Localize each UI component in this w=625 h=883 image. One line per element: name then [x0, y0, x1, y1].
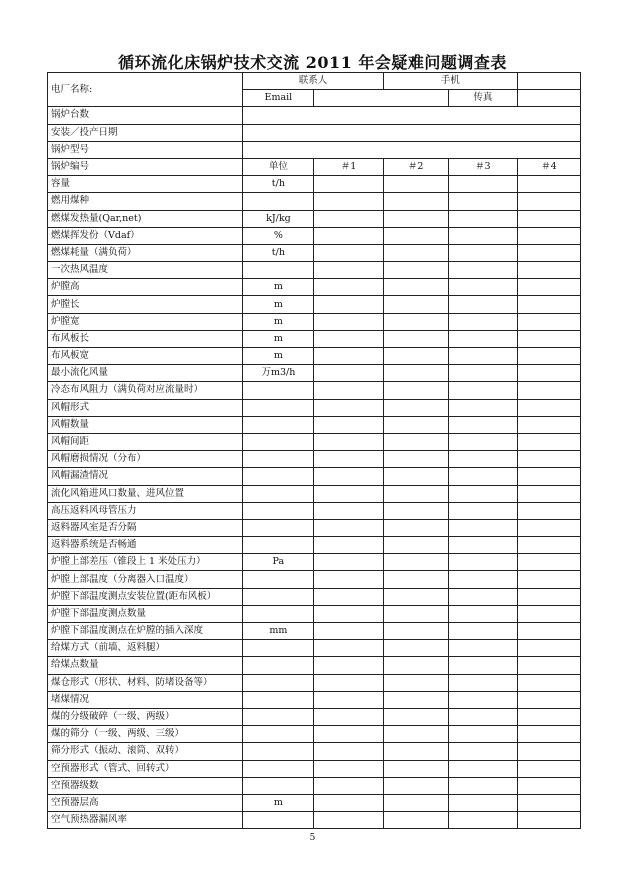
- row-unit: [243, 468, 314, 485]
- row-value-cell[interactable]: [314, 691, 383, 708]
- row-value-cell[interactable]: [314, 657, 383, 674]
- table-row: [48, 124, 581, 141]
- row-value-cell[interactable]: [314, 210, 383, 227]
- row-unit: m: [243, 279, 314, 296]
- header-row-1: [48, 73, 581, 90]
- row-label: 一次热风温度: [48, 262, 243, 279]
- table-row: [48, 107, 581, 124]
- row-value-cell[interactable]: [383, 812, 448, 829]
- row-label: 空预器层高: [48, 794, 243, 811]
- row-value-cell[interactable]: [383, 262, 448, 279]
- table-row: [48, 468, 581, 485]
- row-value-cell[interactable]: [448, 330, 517, 347]
- row-value-cell[interactable]: [314, 640, 383, 657]
- row-unit: [243, 193, 314, 210]
- row-value-cell[interactable]: [383, 244, 448, 261]
- row-value-cell[interactable]: [383, 313, 448, 330]
- row-label: 炉膛宽: [48, 313, 243, 330]
- row-unit: m: [243, 330, 314, 347]
- row-value-cell[interactable]: [517, 708, 580, 725]
- row-value-cell[interactable]: [383, 468, 448, 485]
- row-value-cell[interactable]: [448, 262, 517, 279]
- table-row: [48, 485, 581, 502]
- row-value-cell[interactable]: [383, 365, 448, 382]
- row-value-cell[interactable]: [517, 313, 580, 330]
- row-value-cell[interactable]: [383, 554, 448, 571]
- row-value-cell[interactable]: [517, 640, 580, 657]
- row-value-cell[interactable]: [448, 433, 517, 450]
- table-row: [48, 657, 581, 674]
- row-unit: m: [243, 313, 314, 330]
- row-value-cell[interactable]: [517, 330, 580, 347]
- row-value-cell[interactable]: [448, 743, 517, 760]
- row-value-cell[interactable]: [517, 691, 580, 708]
- row-unit: [243, 485, 314, 502]
- row-value-cell[interactable]: [517, 502, 580, 519]
- table-row: [48, 708, 581, 725]
- row-value-cell[interactable]: [517, 193, 580, 210]
- row-unit: m: [243, 348, 314, 365]
- row-value-cell[interactable]: [383, 399, 448, 416]
- table-row: [48, 794, 581, 811]
- table-row: [48, 674, 581, 691]
- row-label: 燃用煤种: [48, 193, 243, 210]
- row-value-cell[interactable]: [517, 674, 580, 691]
- row-label: 煤的筛分（一级、两级、三级）: [48, 726, 243, 743]
- row-value-cell[interactable]: [383, 640, 448, 657]
- row-label: 风帽数量: [48, 416, 243, 433]
- row-value-cell[interactable]: [448, 227, 517, 244]
- contact-label: 联系人: [243, 73, 383, 90]
- row-label: 空气预热器漏风率: [48, 812, 243, 829]
- table-row: [48, 760, 581, 777]
- table-row: [48, 726, 581, 743]
- table-row: [48, 502, 581, 519]
- table-row: [48, 330, 581, 347]
- row-label: 煤仓形式（形状、材料、防堵设备等）: [48, 674, 243, 691]
- row-value-cell[interactable]: [314, 623, 383, 640]
- row-value-cell[interactable]: [314, 365, 383, 382]
- row-label: 高压返料风母管压力: [48, 502, 243, 519]
- row-value-cell[interactable]: [314, 313, 383, 330]
- row-unit: m: [243, 794, 314, 811]
- row-label: 返料器系统是否畅通: [48, 537, 243, 554]
- row-value-cell[interactable]: [448, 468, 517, 485]
- row-label: 布风板宽: [48, 348, 243, 365]
- row-label: 燃煤挥发份（Vdaf）: [48, 227, 243, 244]
- row-value-cell[interactable]: [383, 777, 448, 794]
- row-value-cell[interactable]: [448, 210, 517, 227]
- row-unit: [243, 812, 314, 829]
- row-value-cell[interactable]: [517, 244, 580, 261]
- boiler-column-header: ＃1: [314, 158, 383, 175]
- row-unit: [243, 433, 314, 450]
- row-value-cell[interactable]: [448, 176, 517, 193]
- row-value-cell[interactable]: [383, 537, 448, 554]
- row-value-cell[interactable]: [517, 365, 580, 382]
- row-value-cell[interactable]: [383, 605, 448, 622]
- row-label: 风帽形式: [48, 399, 243, 416]
- row-value-cell[interactable]: [383, 176, 448, 193]
- row-value-cell[interactable]: [448, 313, 517, 330]
- row-value-cell[interactable]: [383, 227, 448, 244]
- row-value-cell[interactable]: [448, 708, 517, 725]
- row-label: 炉膛高: [48, 279, 243, 296]
- row-value-cell[interactable]: [383, 674, 448, 691]
- mobile-value-cell[interactable]: [517, 73, 580, 90]
- row-value-cell[interactable]: [383, 279, 448, 296]
- boiler-column-header: ＃2: [383, 158, 448, 175]
- row-unit: [243, 588, 314, 605]
- row-value-cell[interactable]: [314, 588, 383, 605]
- table-row: [48, 588, 581, 605]
- row-value-cell[interactable]: [383, 743, 448, 760]
- row-unit: m: [243, 296, 314, 313]
- row-value-cell[interactable]: [517, 348, 580, 365]
- row-value-cell[interactable]: [517, 468, 580, 485]
- row-label: 炉膛上部温度（分离器入口温度）: [48, 571, 243, 588]
- table-row: [48, 519, 581, 536]
- row-unit: [243, 519, 314, 536]
- row-value-cell[interactable]: [517, 571, 580, 588]
- unit-column-header: 单位: [243, 158, 314, 175]
- row-unit: 万m3/h: [243, 365, 314, 382]
- row-label: 风帽磨损情况（分布）: [48, 451, 243, 468]
- table-row: [48, 193, 581, 210]
- page-title: 循环流化床锅炉技术交流 2011 年会疑难问题调查表: [118, 53, 507, 72]
- table-row: [48, 554, 581, 571]
- row-label: 炉膛长: [48, 296, 243, 313]
- row-value-cell[interactable]: [383, 382, 448, 399]
- row-value-cell[interactable]: [314, 760, 383, 777]
- table-row: [48, 296, 581, 313]
- row-value-cell[interactable]: [383, 502, 448, 519]
- table-row: [48, 176, 581, 193]
- row-value-cell[interactable]: [314, 743, 383, 760]
- row-value-cell[interactable]: [314, 227, 383, 244]
- row-unit: [243, 605, 314, 622]
- table-row: [48, 537, 581, 554]
- row-value-cell[interactable]: [448, 691, 517, 708]
- row-value-cell[interactable]: [314, 296, 383, 313]
- row-value-cell[interactable]: [517, 657, 580, 674]
- table-row: [48, 313, 581, 330]
- row-value-cell[interactable]: [314, 519, 383, 536]
- boiler-column-header: ＃4: [517, 158, 580, 175]
- row-label: 锅炉台数: [48, 107, 243, 124]
- row-value-cell[interactable]: [383, 726, 448, 743]
- table-row: [48, 279, 581, 296]
- row-value-cell[interactable]: [517, 382, 580, 399]
- row-value-cell[interactable]: [314, 176, 383, 193]
- row-value-cell[interactable]: [448, 588, 517, 605]
- row-value-cell[interactable]: [383, 451, 448, 468]
- table-row: [48, 382, 581, 399]
- row-unit: t/h: [243, 176, 314, 193]
- row-value-cell[interactable]: [517, 777, 580, 794]
- row-value-cell[interactable]: [448, 794, 517, 811]
- row-value-cell[interactable]: [314, 708, 383, 725]
- plant-name-label: 电厂名称:: [48, 73, 243, 107]
- survey-table: [47, 72, 581, 829]
- row-value-cell[interactable]: [243, 124, 581, 141]
- row-label: 炉膛下部温度测点数量: [48, 605, 243, 622]
- row-value-cell[interactable]: [314, 279, 383, 296]
- row-unit: Pa: [243, 554, 314, 571]
- row-unit: [243, 708, 314, 725]
- row-value-cell[interactable]: [448, 193, 517, 210]
- row-value-cell[interactable]: [448, 485, 517, 502]
- row-value-cell[interactable]: [517, 605, 580, 622]
- row-label: 煤的分级破碎（一级、两级）: [48, 708, 243, 725]
- row-unit: [243, 640, 314, 657]
- row-unit: [243, 657, 314, 674]
- row-value-cell[interactable]: [517, 227, 580, 244]
- row-value-cell[interactable]: [448, 623, 517, 640]
- row-value-cell[interactable]: [314, 726, 383, 743]
- row-value-cell[interactable]: [517, 433, 580, 450]
- table-row: [48, 623, 581, 640]
- row-label: 容量: [48, 176, 243, 193]
- row-value-cell[interactable]: [383, 691, 448, 708]
- row-unit: [243, 416, 314, 433]
- table-row: [48, 605, 581, 622]
- row-value-cell[interactable]: [314, 244, 383, 261]
- row-value-cell[interactable]: [517, 416, 580, 433]
- row-value-cell[interactable]: [448, 502, 517, 519]
- row-label: 给煤点数量: [48, 657, 243, 674]
- row-unit: [243, 691, 314, 708]
- row-value-cell[interactable]: [314, 812, 383, 829]
- table-row: [48, 348, 581, 365]
- row-value-cell[interactable]: [314, 193, 383, 210]
- table-row: [48, 451, 581, 468]
- row-value-cell[interactable]: [314, 674, 383, 691]
- mobile-label: 手机: [383, 73, 517, 90]
- row-value-cell[interactable]: [517, 262, 580, 279]
- table-row: [48, 244, 581, 261]
- row-unit: t/h: [243, 244, 314, 261]
- row-value-cell[interactable]: [517, 485, 580, 502]
- row-label: 燃煤发热量(Qar,net): [48, 210, 243, 227]
- row-value-cell[interactable]: [383, 519, 448, 536]
- row-value-cell[interactable]: [383, 708, 448, 725]
- row-value-cell[interactable]: [448, 348, 517, 365]
- table-row: [48, 141, 581, 158]
- table-row: [48, 210, 581, 227]
- table-row: [48, 743, 581, 760]
- row-value-cell[interactable]: [517, 296, 580, 313]
- row-unit: [243, 743, 314, 760]
- page-number: 5: [309, 833, 316, 843]
- row-value-cell[interactable]: [517, 399, 580, 416]
- row-value-cell[interactable]: [314, 348, 383, 365]
- table-row: [48, 227, 581, 244]
- row-value-cell[interactable]: [448, 537, 517, 554]
- row-label: 风帽间距: [48, 433, 243, 450]
- row-value-cell[interactable]: [243, 141, 581, 158]
- row-value-cell[interactable]: [314, 537, 383, 554]
- row-value-cell[interactable]: [517, 760, 580, 777]
- row-label: 流化风箱进风口数量、进风位置: [48, 485, 243, 502]
- row-label: 安装／投产日期: [48, 124, 243, 141]
- row-value-cell[interactable]: [517, 812, 580, 829]
- row-value-cell[interactable]: [517, 451, 580, 468]
- row-value-cell[interactable]: [448, 382, 517, 399]
- email-label: Email: [243, 90, 314, 107]
- row-unit: [243, 760, 314, 777]
- row-value-cell[interactable]: [314, 416, 383, 433]
- row-value-cell[interactable]: [448, 519, 517, 536]
- table-row: [48, 777, 581, 794]
- row-label: 返料器风室是否分隔: [48, 519, 243, 536]
- row-unit: [243, 502, 314, 519]
- row-value-cell[interactable]: [314, 777, 383, 794]
- row-value-cell[interactable]: [314, 554, 383, 571]
- table-row: [48, 571, 581, 588]
- row-value-cell[interactable]: [314, 571, 383, 588]
- row-unit: [243, 674, 314, 691]
- row-value-cell[interactable]: [383, 571, 448, 588]
- row-value-cell[interactable]: [448, 451, 517, 468]
- row-label: 风帽漏渣情况: [48, 468, 243, 485]
- table-row: [48, 433, 581, 450]
- boiler-column-header: ＃3: [448, 158, 517, 175]
- row-value-cell[interactable]: [383, 330, 448, 347]
- row-label: 给煤方式（前墙、返料腿）: [48, 640, 243, 657]
- row-value-cell[interactable]: [314, 399, 383, 416]
- row-value-cell[interactable]: [448, 760, 517, 777]
- row-value-cell[interactable]: [448, 726, 517, 743]
- row-value-cell[interactable]: [448, 554, 517, 571]
- row-value-cell[interactable]: [448, 640, 517, 657]
- boiler-number-label: 锅炉编号: [48, 158, 243, 175]
- row-value-cell[interactable]: [517, 623, 580, 640]
- row-unit: [243, 451, 314, 468]
- row-value-cell[interactable]: [314, 485, 383, 502]
- row-value-cell[interactable]: [517, 537, 580, 554]
- row-value-cell[interactable]: [383, 193, 448, 210]
- row-label: 布风板长: [48, 330, 243, 347]
- table-row: [48, 262, 581, 279]
- row-unit: [243, 382, 314, 399]
- row-value-cell[interactable]: [448, 674, 517, 691]
- row-value-cell[interactable]: [383, 433, 448, 450]
- fax-label: 传真: [448, 90, 517, 107]
- row-unit: [243, 537, 314, 554]
- row-value-cell[interactable]: [314, 262, 383, 279]
- row-value-cell[interactable]: [314, 433, 383, 450]
- table-row: [48, 399, 581, 416]
- row-value-cell[interactable]: [383, 657, 448, 674]
- row-value-cell[interactable]: [517, 519, 580, 536]
- row-value-cell[interactable]: [383, 623, 448, 640]
- row-value-cell[interactable]: [383, 296, 448, 313]
- row-value-cell[interactable]: [517, 176, 580, 193]
- row-value-cell[interactable]: [383, 348, 448, 365]
- row-value-cell[interactable]: [448, 416, 517, 433]
- row-value-cell[interactable]: [383, 760, 448, 777]
- row-unit: kJ/kg: [243, 210, 314, 227]
- row-label: 炉膛上部差压（锥段上 1 米处压力）: [48, 554, 243, 571]
- row-value-cell[interactable]: [448, 279, 517, 296]
- row-value-cell[interactable]: [517, 210, 580, 227]
- row-unit: [243, 571, 314, 588]
- table-row: [48, 416, 581, 433]
- row-value-cell[interactable]: [517, 554, 580, 571]
- row-value-cell[interactable]: [383, 794, 448, 811]
- row-label: 炉膛下部温度测点在炉膛的插入深度: [48, 623, 243, 640]
- row-value-cell[interactable]: [243, 107, 581, 124]
- row-value-cell[interactable]: [383, 588, 448, 605]
- boiler-number-row: [48, 158, 581, 175]
- row-value-cell[interactable]: [448, 296, 517, 313]
- row-label: 锅炉型号: [48, 141, 243, 158]
- row-value-cell[interactable]: [383, 416, 448, 433]
- row-value-cell[interactable]: [448, 571, 517, 588]
- row-unit: [243, 399, 314, 416]
- row-unit: mm: [243, 623, 314, 640]
- table-row: [48, 691, 581, 708]
- row-value-cell[interactable]: [314, 502, 383, 519]
- row-unit: [243, 262, 314, 279]
- row-value-cell[interactable]: [448, 777, 517, 794]
- row-unit: [243, 726, 314, 743]
- row-unit: %: [243, 227, 314, 244]
- table-row: [48, 812, 581, 829]
- row-value-cell[interactable]: [517, 794, 580, 811]
- row-value-cell[interactable]: [314, 468, 383, 485]
- table-row: [48, 365, 581, 382]
- row-value-cell[interactable]: [517, 726, 580, 743]
- row-unit: [243, 777, 314, 794]
- email-value-cell[interactable]: [314, 90, 448, 107]
- row-value-cell[interactable]: [517, 279, 580, 296]
- row-value-cell[interactable]: [448, 812, 517, 829]
- row-value-cell[interactable]: [314, 451, 383, 468]
- row-value-cell[interactable]: [517, 743, 580, 760]
- fax-value-cell[interactable]: [517, 90, 580, 107]
- row-label: 筛分形式（振动、滚筒、双转）: [48, 743, 243, 760]
- row-value-cell[interactable]: [448, 605, 517, 622]
- row-label: 燃煤耗量（满负荷）: [48, 244, 243, 261]
- table-row: [48, 640, 581, 657]
- row-value-cell[interactable]: [314, 382, 383, 399]
- row-value-cell[interactable]: [314, 794, 383, 811]
- row-value-cell[interactable]: [448, 399, 517, 416]
- row-value-cell[interactable]: [448, 657, 517, 674]
- row-value-cell[interactable]: [448, 365, 517, 382]
- row-value-cell[interactable]: [517, 588, 580, 605]
- row-label: 空预器形式（管式、回转式）: [48, 760, 243, 777]
- row-value-cell[interactable]: [383, 485, 448, 502]
- row-label: 冷态布风阻力（满负荷对应流量时）: [48, 382, 243, 399]
- row-value-cell[interactable]: [314, 605, 383, 622]
- row-value-cell[interactable]: [383, 210, 448, 227]
- row-label: 炉膛下部温度测点安装位置(距布风板）: [48, 588, 243, 605]
- row-value-cell[interactable]: [448, 244, 517, 261]
- row-label: 堵煤情况: [48, 691, 243, 708]
- row-value-cell[interactable]: [314, 330, 383, 347]
- row-label: 最小流化风量: [48, 365, 243, 382]
- row-label: 空预器级数: [48, 777, 243, 794]
